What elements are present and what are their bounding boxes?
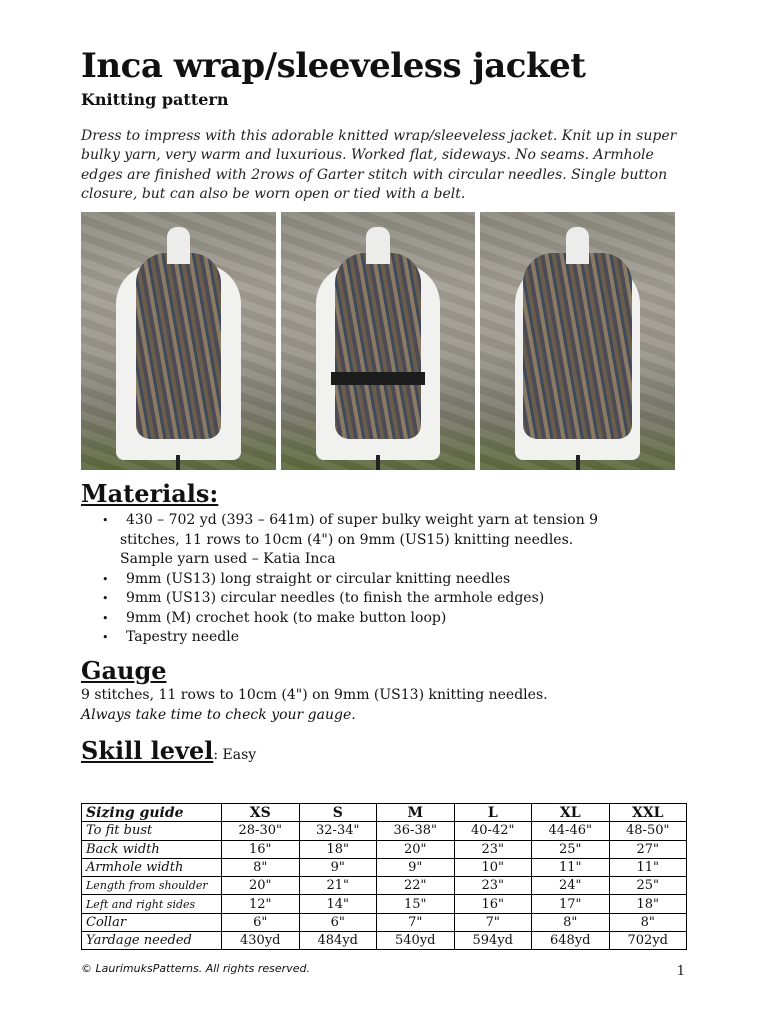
- skill-level: [81, 736, 256, 765]
- table-cell: 28-30": [222, 822, 300, 840]
- table-cell: 14": [299, 895, 377, 913]
- table-cell: 22": [377, 877, 455, 895]
- table-cell: 18": [299, 840, 377, 858]
- table-cell: 15": [377, 895, 455, 913]
- photo-strip: [81, 212, 675, 470]
- list-item: • 9mm (US13) long straight or circular knitting needles: [100, 570, 660, 590]
- table-cell: 7": [454, 913, 532, 931]
- list-item: • Tapestry needle: [100, 628, 660, 648]
- row-label: Collar: [82, 913, 222, 931]
- table-cell: 8": [222, 858, 300, 876]
- table-row: [82, 913, 687, 931]
- materials-list: [100, 511, 660, 648]
- materials-heading: Materials:: [81, 479, 219, 508]
- table-cell: 24": [532, 877, 610, 895]
- table-cell: 25": [609, 877, 687, 895]
- table-cell: 17": [532, 895, 610, 913]
- table-cell: 9": [299, 858, 377, 876]
- table-cell: 23": [454, 877, 532, 895]
- table-cell: 702yd: [609, 932, 687, 950]
- table-cell: 484yd: [299, 932, 377, 950]
- table-cell: 27": [609, 840, 687, 858]
- skill-heading: Skill level: [81, 736, 214, 765]
- table-cell: 594yd: [454, 932, 532, 950]
- table-cell: 430yd: [222, 932, 300, 950]
- copyright-footer: © LaurimuksPatterns. All rights reserved.: [81, 962, 310, 975]
- table-row: [82, 858, 687, 876]
- sizing-table: [81, 803, 687, 950]
- table-cell: 6": [222, 913, 300, 931]
- table-row: [82, 877, 687, 895]
- table-cell: 20": [377, 840, 455, 858]
- table-cell: 648yd: [532, 932, 610, 950]
- table-cell: 11": [609, 858, 687, 876]
- table-cell: 25": [532, 840, 610, 858]
- table-cell: 21": [299, 877, 377, 895]
- table-cell: 11": [532, 858, 610, 876]
- list-item: • 9mm (M) crochet hook (to make button loop): [100, 609, 660, 629]
- table-cell: 44-46": [532, 822, 610, 840]
- table-cell: 9": [377, 858, 455, 876]
- table-row: [82, 932, 687, 950]
- table-cell: 8": [532, 913, 610, 931]
- table-row: [82, 822, 687, 840]
- table-cell: 36-38": [377, 822, 455, 840]
- table-cell: 7": [377, 913, 455, 931]
- table-cell: 8": [609, 913, 687, 931]
- row-label: Back width: [82, 840, 222, 858]
- table-header-cell: XS: [222, 804, 300, 822]
- table-row: [82, 895, 687, 913]
- table-cell: 16": [222, 840, 300, 858]
- table-row: [82, 840, 687, 858]
- table-cell: 20": [222, 877, 300, 895]
- page-title: Inca wrap/sleeveless jacket: [81, 46, 586, 86]
- list-item: • 9mm (US13) circular needles (to finish the armhole edges): [100, 589, 660, 609]
- list-item: • 430 – 702 yd (393 – 641m) of super bulky weight yarn at tension 9 stitches, 11 rows to 10cm (4") on 9mm (US15) knitting needles. Sample yarn used – Katia Inca: [100, 511, 660, 570]
- gauge-note: Always take time to check your gauge.: [81, 706, 356, 723]
- photo-wrap-belted: [281, 212, 476, 470]
- table-cell: 540yd: [377, 932, 455, 950]
- row-label: Left and right sides: [82, 895, 222, 913]
- gauge-text: [81, 686, 548, 725]
- table-cell: 10": [454, 858, 532, 876]
- skill-value: : Easy: [213, 747, 257, 763]
- page-subtitle: Knitting pattern: [81, 90, 229, 109]
- photo-wrap-buttoned: [81, 212, 276, 470]
- row-label: Length from shoulder: [82, 877, 222, 895]
- intro-paragraph: Dress to impress with this adorable knitted wrap/sleeveless jacket. Knit up in super bulky yarn, very warm and luxurious. Worked flat, sideways. No seams. Armhole edges are finished with 2rows of Garter stitch with circular needles. Single button closure, but can also be worn open or tied with a belt.: [81, 128, 677, 202]
- table-header-cell: Sizing guide: [82, 804, 222, 822]
- table-header-row: [82, 804, 687, 822]
- table-cell: 23": [454, 840, 532, 858]
- table-cell: 12": [222, 895, 300, 913]
- table-header-cell: XXL: [609, 804, 687, 822]
- table-header-cell: M: [377, 804, 455, 822]
- table-header-cell: S: [299, 804, 377, 822]
- gauge-spec: 9 stitches, 11 rows to 10cm (4") on 9mm (US13) knitting needles.: [81, 687, 548, 703]
- row-label: To fit bust: [82, 822, 222, 840]
- gauge-heading: Gauge: [81, 656, 167, 685]
- table-cell: 6": [299, 913, 377, 931]
- table-cell: 32-34": [299, 822, 377, 840]
- table-cell: 40-42": [454, 822, 532, 840]
- table-header-cell: L: [454, 804, 532, 822]
- row-label: Yardage needed: [82, 932, 222, 950]
- page-number: 1: [676, 964, 685, 979]
- table-cell: 48-50": [609, 822, 687, 840]
- table-cell: 18": [609, 895, 687, 913]
- photo-wrap-open: [480, 212, 675, 470]
- table-header-cell: XL: [532, 804, 610, 822]
- table-cell: 16": [454, 895, 532, 913]
- row-label: Armhole width: [82, 858, 222, 876]
